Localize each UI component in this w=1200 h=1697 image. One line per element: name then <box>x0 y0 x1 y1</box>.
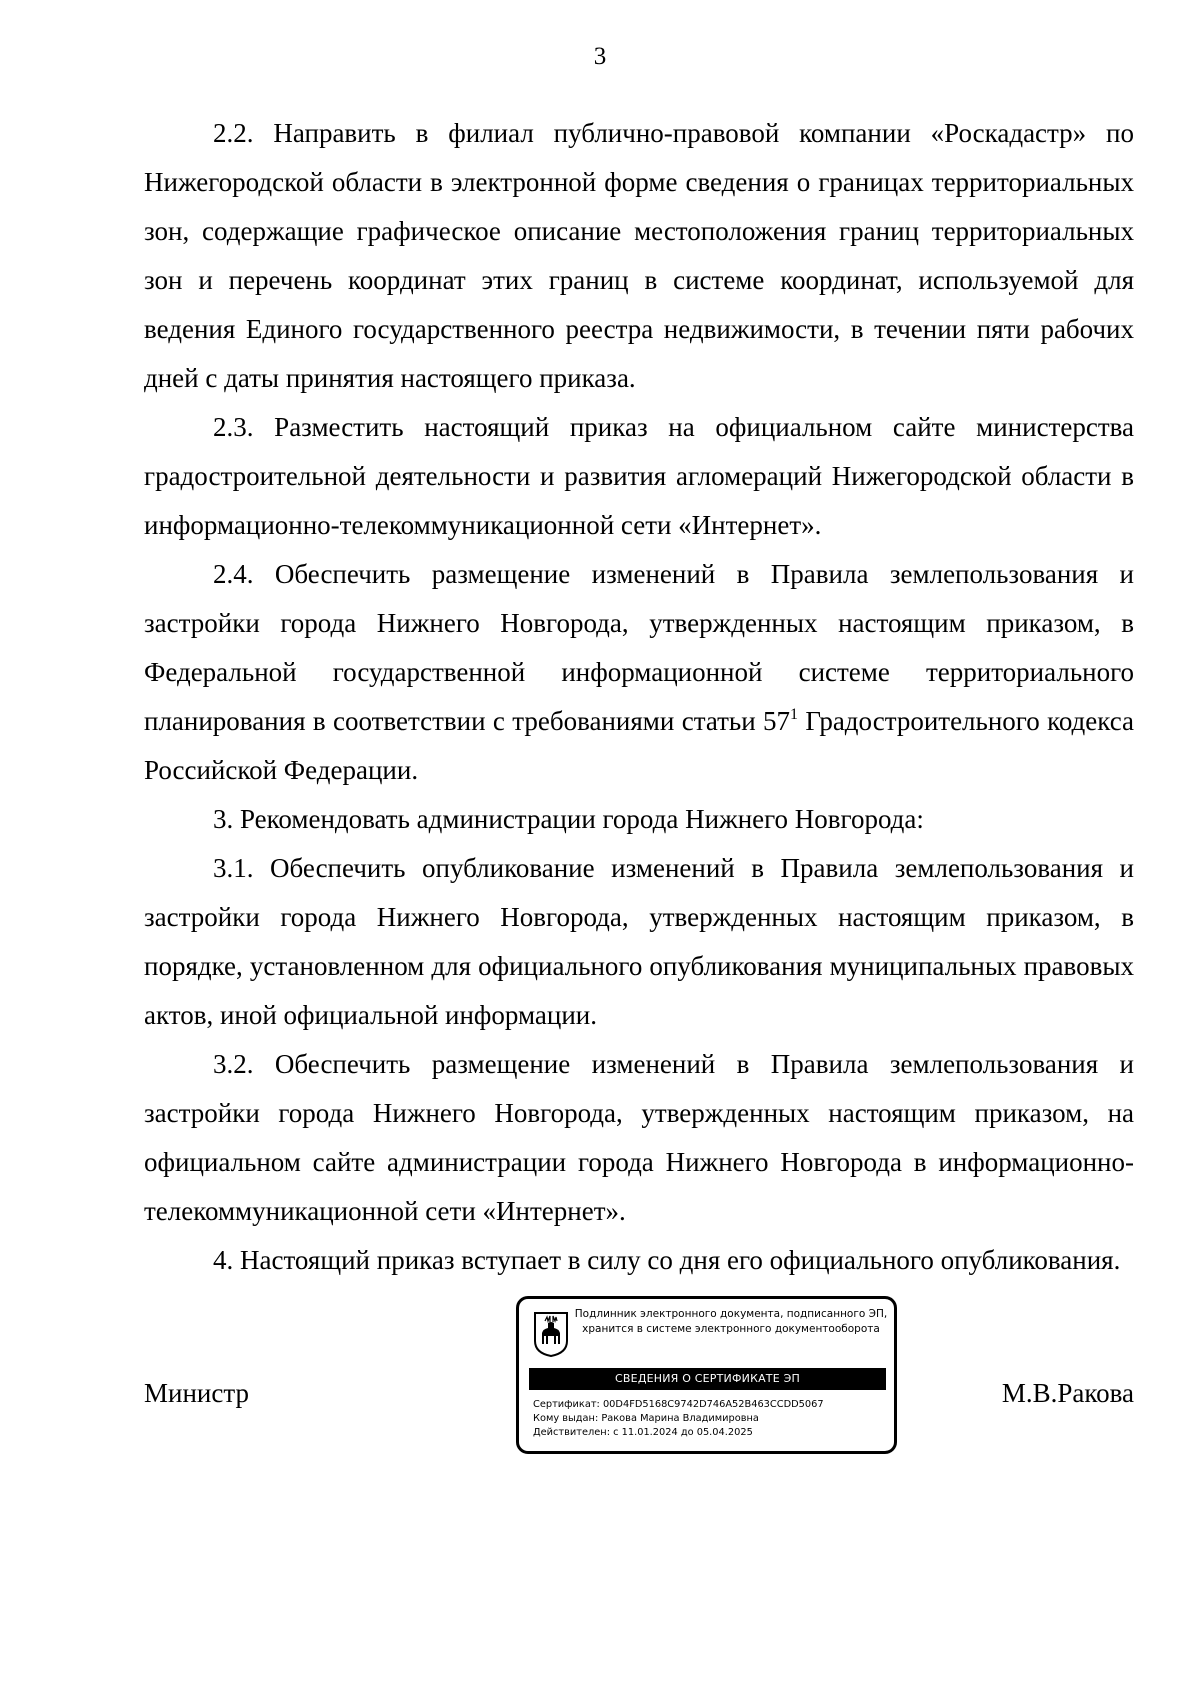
certificate-validity: Действителен: с 11.01.2024 до 05.04.2025 <box>533 1427 753 1438</box>
document-body <box>144 109 1134 1285</box>
signer-title: Министр <box>144 1378 249 1408</box>
paragraph-3-1: 3.1. Обеспечить опубликование изменений в Правила землепользования и застройки города Нижнего Новгорода, утвержденных настоящим приказом, в порядке, установленном для официального опубликования муниципальных правовых актов, иной официальной информации. <box>144 853 1134 1030</box>
paragraph-3-2: 3.2. Обеспечить размещение изменений в Правила землепользования и застройки города Нижнего Новгорода, утвержденных настоящим приказом, на официальном сайте администрации города Нижнего Новгорода в информационно-телекоммуникационной сети «Интернет». <box>144 1049 1134 1226</box>
signer-name: М.В.Ракова <box>1001 1378 1134 1408</box>
stamp-header-line-2: хранится в системе электронного документооборота <box>582 1323 880 1335</box>
electronic-signature-stamp <box>516 1296 897 1454</box>
paragraph-3: 3. Рекомендовать администрации города Нижнего Новгорода: <box>213 804 924 834</box>
coat-of-arms-deer-icon <box>533 1311 569 1357</box>
certificate-details <box>533 1398 888 1440</box>
certificate-info-bar: СВЕДЕНИЯ О СЕРТИФИКАТЕ ЭП <box>529 1368 886 1390</box>
paragraph-2-4-text-before: 2.4. Обеспечить размещение изменений в Правила землепользования и застройки города Нижнего Новгорода, утвержденных настоящим приказом, в Федеральной государственной информационной системе территориального планирования в соответствии с требованиями статьи 57 <box>144 559 1134 736</box>
paragraph-2-3: 2.3. Разместить настоящий приказ на официальном сайте министерства градостроительной деятельности и развития агломераций Нижегородской области в информационно-телекоммуникационной сети «Интернет». <box>144 412 1134 540</box>
paragraph-4: 4. Настоящий приказ вступает в силу со дня его официального опубликования. <box>213 1245 1121 1275</box>
stamp-header-line-1: Подлинник электронного документа, подписанного ЭП, <box>574 1308 888 1320</box>
page-number: 3 <box>593 43 607 70</box>
paragraph-2-2: 2.2. Направить в филиал публично-правовой компании «Роскадастр» по Нижегородской области в электронной форме сведения о границах территориальных зон, содержащие графическое описание местоположения границ территориальных зон и перечень координат этих границ в системе координат, используемой для ведения Единого государственного реестра недвижимости, в течении пяти рабочих дней с даты принятия настоящего приказа. <box>144 118 1134 393</box>
paragraph-2-4 <box>144 550 1134 795</box>
paragraph-2-4-text-after: Градостроительного кодекса Российской Федерации. <box>144 706 1134 785</box>
certificate-owner: Кому выдан: Ракова Марина Владимировна <box>533 1413 759 1424</box>
superscript-article-index: 1 <box>790 706 799 723</box>
certificate-number: Сертификат: 00D4FD5168C9742D746A52B463CCDD5067 <box>533 1399 824 1410</box>
stamp-header <box>573 1307 889 1337</box>
